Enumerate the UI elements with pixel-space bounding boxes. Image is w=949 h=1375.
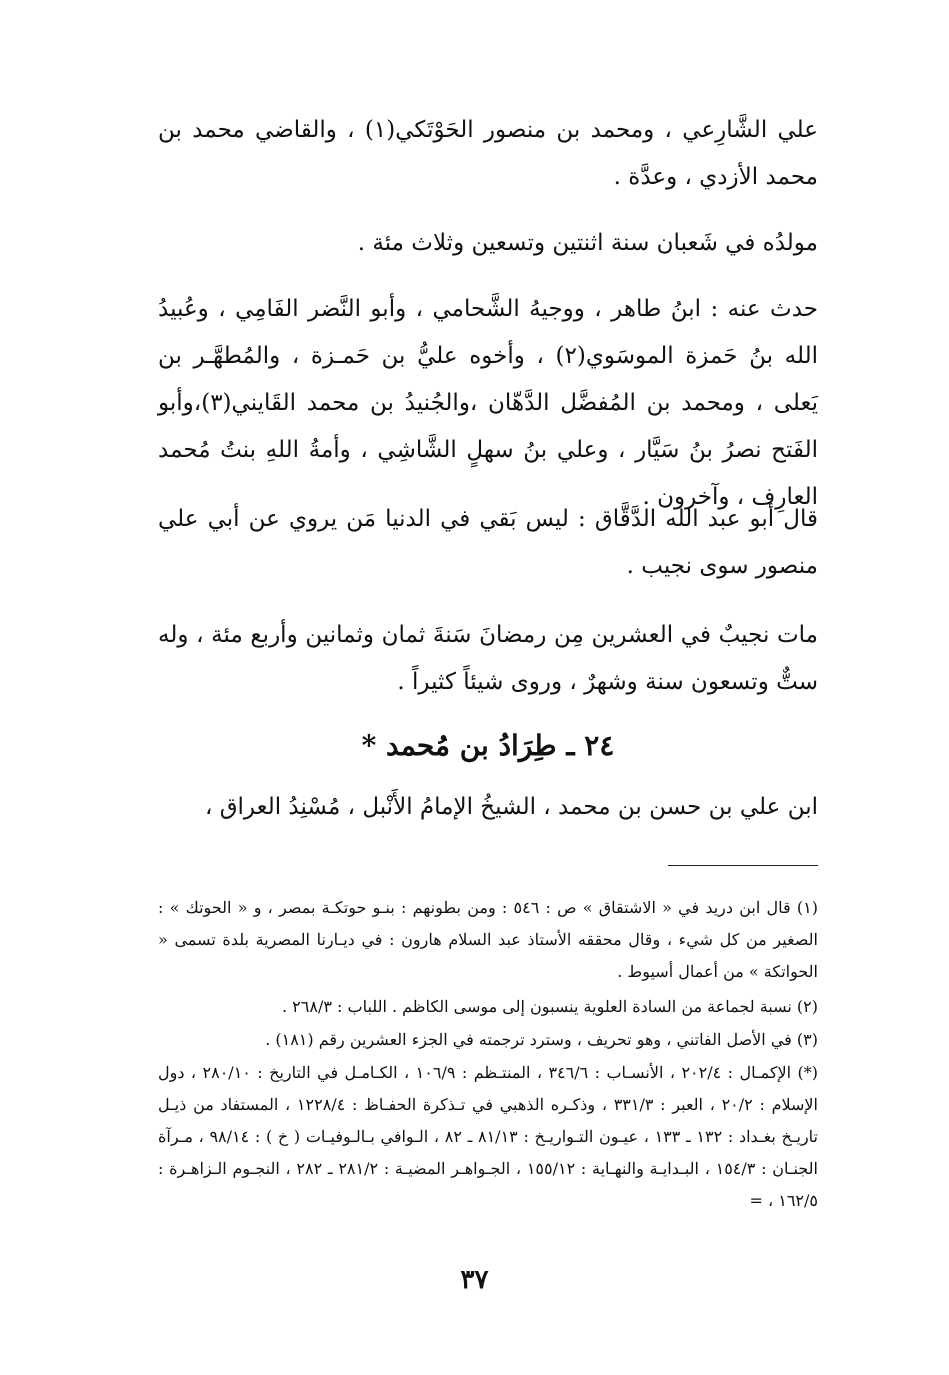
entry-heading: ٢٤ ـ طِرَادُ بن مُحمد * (361, 729, 615, 762)
footnote-1: (١) قال ابن دريد في « الاشتقاق » ص : ٥٤٦ : ومن بطونهم : بنـو حوتكـة بمصر ، و « الحوتك » : الصغير من كل شيء ، وقال محققه الأستاذ عبد السلام هارون : في ديـارنا المصرية بلدة تسمى « الحواتكة » من أعمال أسيوط . (158, 898, 819, 981)
paragraph-teachers: علي الشَّارِعي ، ومحمد بن منصور الحَوْتَكي(١) ، والقاضي محمد بن محمد الأزدي ، وعدَّة . (158, 117, 819, 190)
paragraph-birth: مولدُه في شَعبان سنة اثنتين وتسعين وثلاث مئة . (357, 230, 818, 256)
footnote-sources: (*) الإكمـال : ٢٠٢/٤ ، الأنسـاب : ٣٤٦/٦ ، المنتـظم : ١٠٦/٩ ، الكـامـل في التاريخ : ٢٨٠/١٠ ، دول الإسلام : ٢٠/٢ ، العبر : ٣٣١/٣ ، وذكـره الذهبي في تـذكرة الحفـاظ : ١٢٢٨/٤ ، المستفاد من ذيـل تاريـخ بغـداد : ١٣٢ ـ ١٣٣ ، عيـون التـواريـخ : ٨١/١٣ ـ ٨٢ ، الـوافي بـالـوفيـات ( خ ) : ٩٨/١٤ ، مـرآة الجنـان : ١٥٤/٣ ، البـدايـة والنهـاية : ١٥٥/١٢ ، الجـواهـر المضيـة : ٢٨١/٢ ـ ٢٨٢ ، النجـوم الـزاهـرة : ١٦٢/٥ ، = (158, 1063, 819, 1210)
footnote-divider (668, 865, 818, 866)
footnote-3: (٣) في الأصل الفاتني ، وهو تحريف ، وسترد ترجمته في الجزء العشرين رقم (١٨١) . (265, 1030, 818, 1049)
paragraph-entry-start: ابن علي بن حسن بن محمد ، الشيخُ الإمامُ الأَنْبل ، مُسْنِدُ العراق ، (204, 794, 818, 820)
paragraph-quote: قال أبو عبد الله الدَّقَّاق : ليس بَقي في الدنيا مَن يروي عن أبي علي منصور سوى نجيب . (158, 506, 818, 579)
paragraph-death: مات نجيبٌ في العشرين مِن رمضانَ سَنةَ ثمان وثمانين وأربع مئة ، وله ستٌّ وتسعون سنة وشهرٌ ، وروى شيئاً كثيراً . (158, 622, 818, 695)
paragraph-students: حدث عنه : ابنُ طاهر ، ووجيهُ الشَّحامي ، وأبو النَّضر الفَامِي ، وعُبيدُ الله بنُ حَمزة الموسَوي(٢) ، وأخوه عليُّ بن حَمـزة ، والمُطهَّـر بن يَعلى ، ومحمد بن المُفضَّل الدَّهّان ،والجُنيدُ بن محمد القَايني(٣)،وأبو الفَتح نصرُ بنُ سَيَّار ، وعلي بنُ سهلٍ الشَّاشِي ، وأمةُ اللهِ بنتُ مُحمد العارِف ، وآخرون . (158, 296, 818, 510)
page-number: ٣٧ (460, 1265, 489, 1295)
footnote-2: (٢) نسبة لجماعة من السادة العلوية ينسبون إلى موسى الكاظم . اللباب : ٢٦٨/٣ . (282, 997, 818, 1016)
